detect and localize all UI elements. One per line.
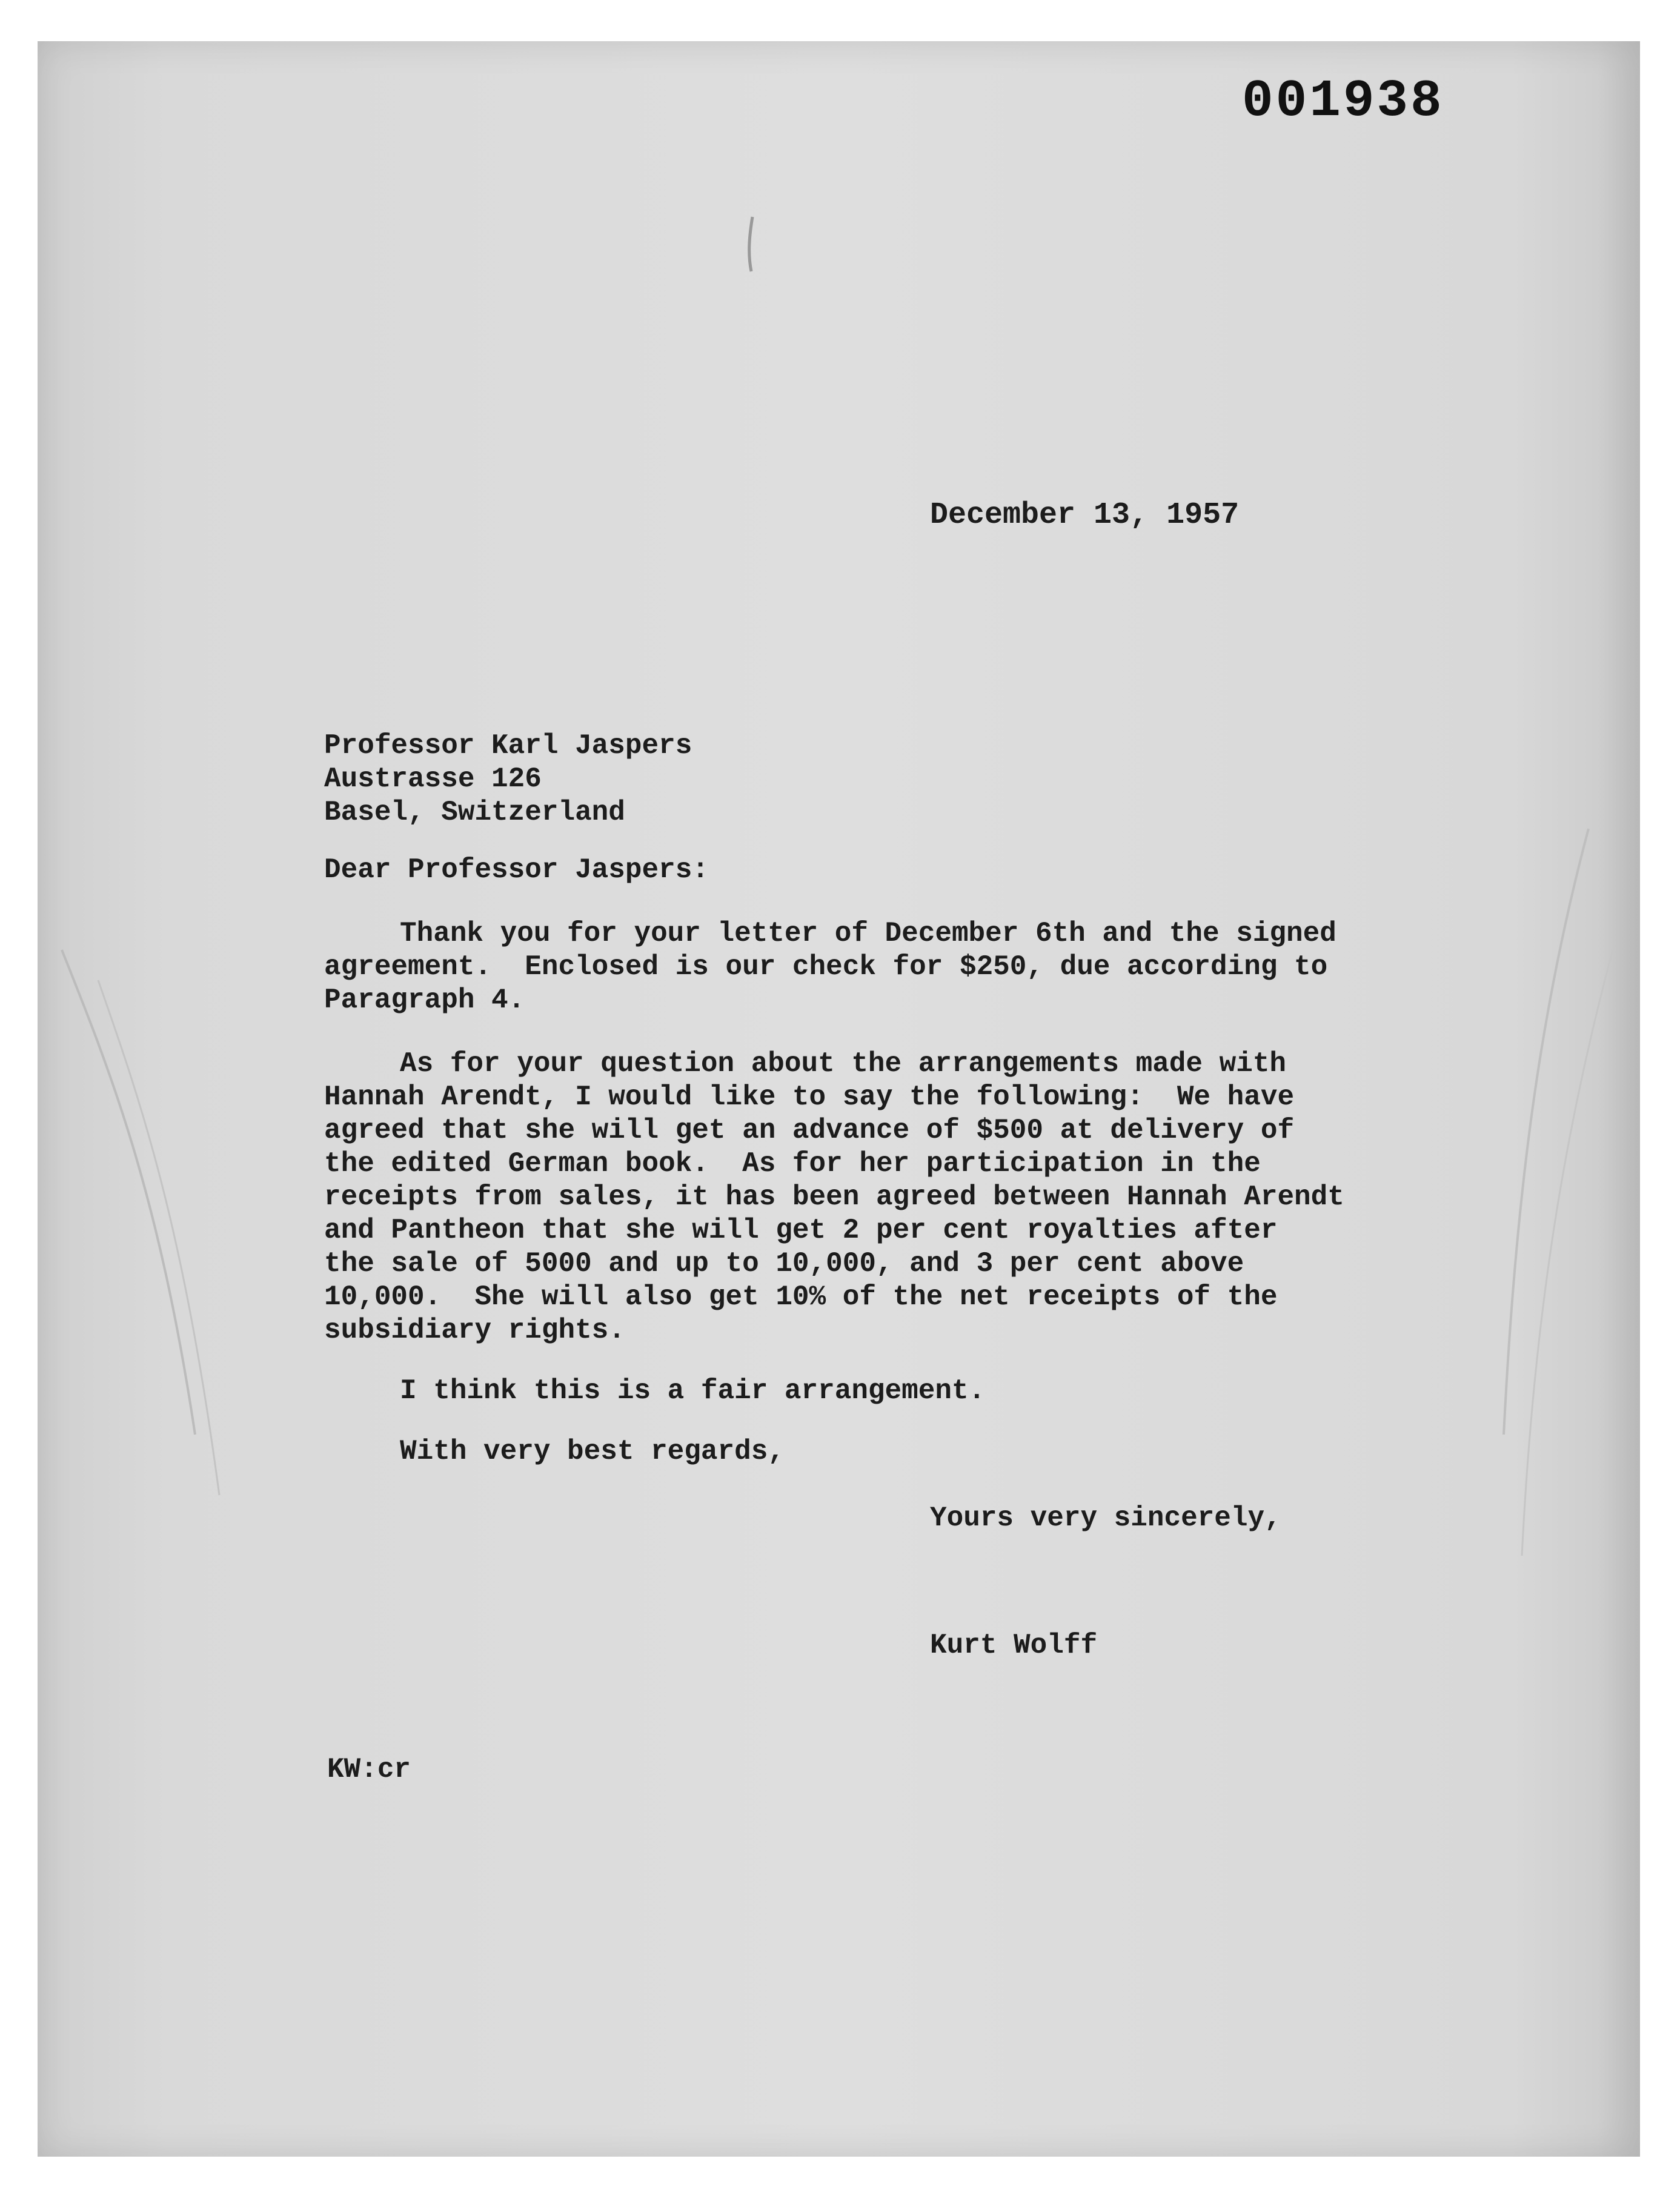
paragraph2-line: receipts from sales, it has been agreed between Hannah Arendt (324, 1181, 1344, 1213)
paragraph2-line: As for your question about the arrangements made with (400, 1048, 1287, 1080)
closing-line: Yours very sincerely, (930, 1502, 1281, 1534)
salutation: Dear Professor Jaspers: (324, 854, 709, 886)
recipient-city: Basel, Switzerland (324, 797, 625, 828)
paragraph1-line: Thank you for your letter of December 6th and the signed (400, 918, 1336, 949)
paragraph2-line: subsidiary rights. (324, 1315, 625, 1346)
document-number: 001938 (1242, 71, 1444, 131)
paragraph3: I think this is a fair arrangement. (400, 1375, 986, 1407)
paragraph2-line: Hannah Arendt, I would like to say the following: We have (324, 1081, 1295, 1113)
paragraph1-line: agreement. Enclosed is our check for $250, due according to (324, 951, 1328, 983)
regards-line: With very best regards, (400, 1436, 785, 1467)
paragraph2-line: the sale of 5000 and up to 10,000, and 3 per cent above (324, 1248, 1244, 1279)
paragraph1-line: Paragraph 4. (324, 984, 525, 1016)
paragraph2-line: the edited German book. As for her participation in the (324, 1148, 1261, 1179)
paragraph2-line: 10,000. She will also get 10% of the net receipts of the (324, 1281, 1278, 1313)
recipient-street: Austrasse 126 (324, 763, 542, 795)
letter-date: December 13, 1957 (930, 498, 1240, 532)
paragraph2-line: and Pantheon that she will get 2 per cent royalties after (324, 1215, 1278, 1246)
signature-name: Kurt Wolff (930, 1630, 1098, 1661)
typist-initials: KW:cr (327, 1754, 411, 1785)
recipient-name: Professor Karl Jaspers (324, 730, 692, 761)
paragraph2-line: agreed that she will get an advance of $500 at delivery of (324, 1115, 1295, 1146)
